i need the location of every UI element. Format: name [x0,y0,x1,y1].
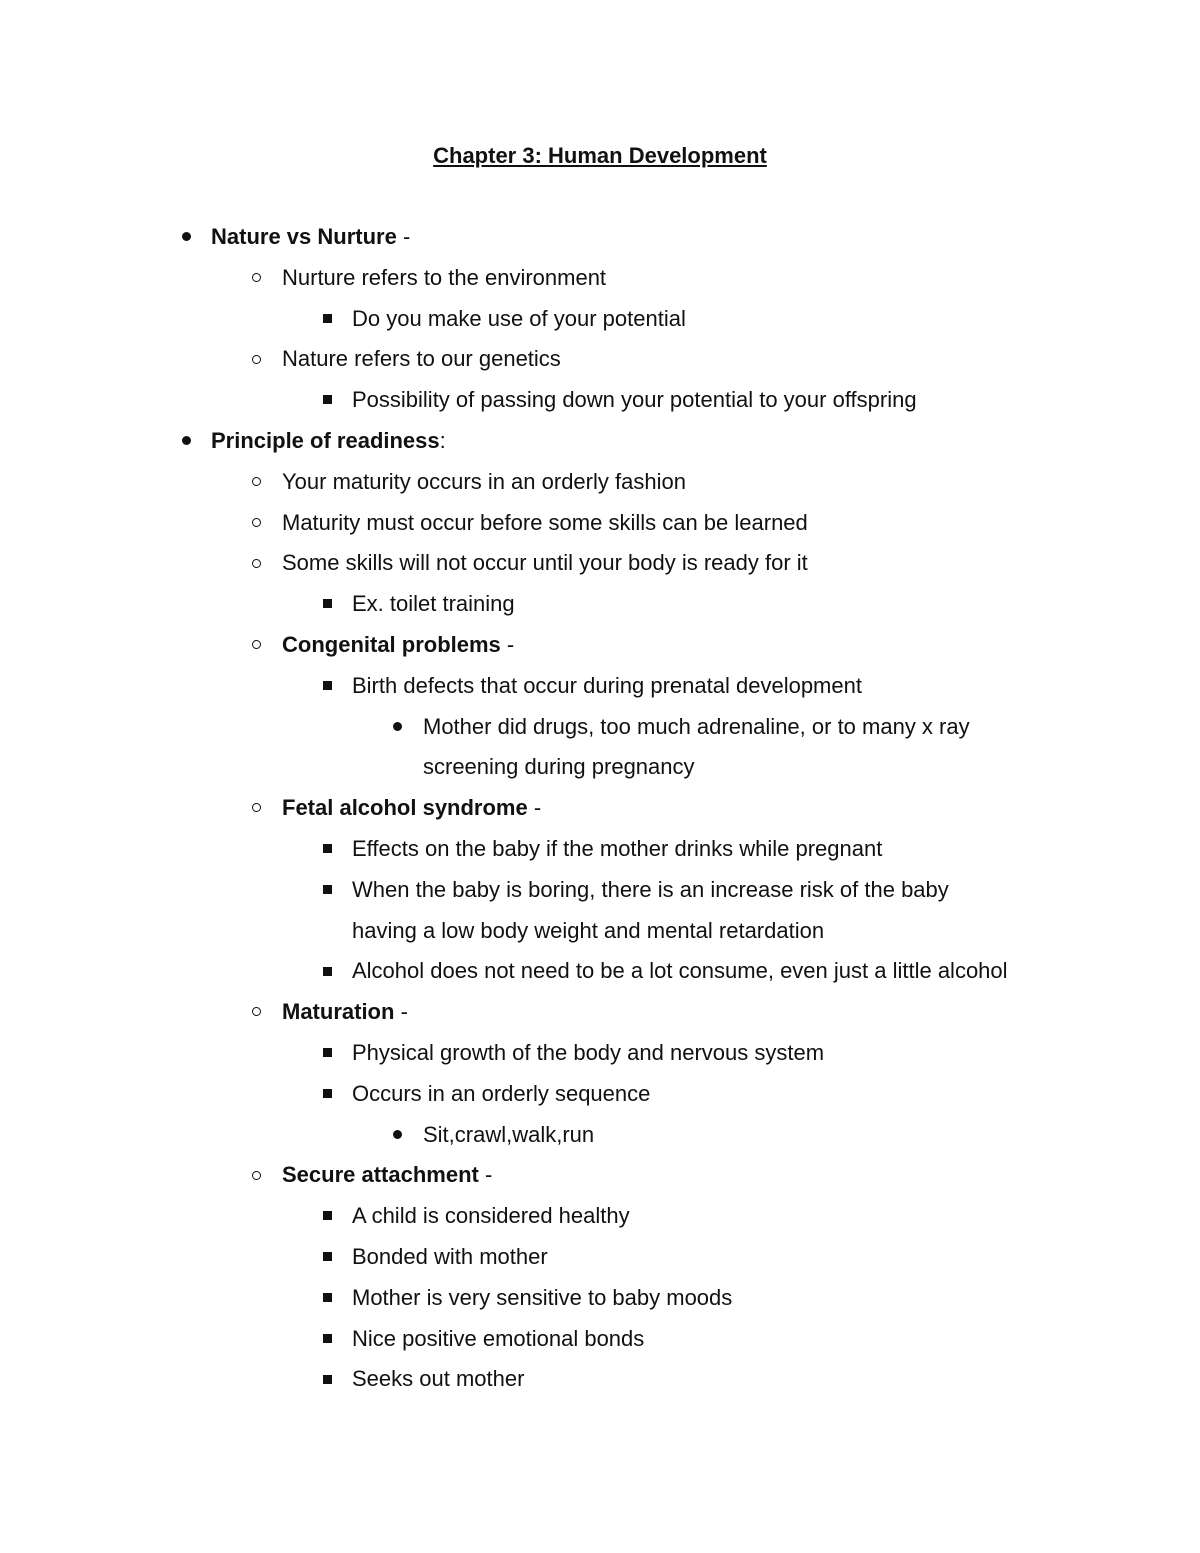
outline-list [0,220,1200,1403]
bullet-marker [317,1240,337,1274]
outline-item-level-3 [0,1362,1200,1403]
outline-item-text [352,383,917,417]
bullet-marker [317,1281,337,1315]
outline-item-text [282,628,514,662]
outline-item-body: Nurture refers to the environment [282,264,607,290]
bullet-marker [387,710,407,744]
outline-item-body: Nice positive emotional bonds [352,1325,645,1351]
outline-item-body: - [527,795,542,821]
bullet-marker [246,628,266,662]
bullet-marker [176,220,196,254]
outline-item-text [211,424,446,458]
bullet-marker [317,1036,337,1070]
outline-item-level-2 [0,995,1200,1036]
outline-item-level-3 [0,1077,1200,1118]
outline-item-text [352,914,824,948]
circle-bullet-icon [252,640,261,649]
outline-item-body: Ex. toilet training [352,591,515,617]
outline-item-text [352,832,882,866]
outline-item-level-2 [0,546,1200,587]
bullet-marker [317,302,337,336]
square-bullet-icon [323,314,332,323]
outline-item-level-2 [0,261,1200,302]
disc-bullet-icon [393,722,402,731]
square-bullet-icon [323,885,332,894]
outline-item-body: Do you make use of your potential [352,305,686,331]
outline-item-text [352,873,949,907]
outline-item-level-3 [0,914,1200,955]
outline-item-level-2 [0,628,1200,669]
bullet-marker [246,546,266,580]
bullet-marker [317,1199,337,1233]
outline-item-body: screening during pregnancy [423,754,695,780]
outline-item-level-1 [0,220,1200,261]
outline-item-text [352,954,1008,988]
outline-item-text [423,750,695,784]
outline-item-body: Mother did drugs, too much adrenaline, or to many x ray [423,713,970,739]
outline-item-body: Effects on the baby if the mother drinks while pregnant [352,835,883,861]
square-bullet-icon [323,1211,332,1220]
outline-item-body: - [500,631,515,657]
outline-item-level-2 [0,342,1200,383]
bullet-marker [387,1118,407,1152]
outline-item-body: Mother is very sensitive to baby moods [352,1284,733,1310]
outline-item-level-2 [0,506,1200,547]
outline-item-body: Possibility of passing down your potential to your offspring [352,387,917,413]
outline-item-body: : [439,427,446,453]
outline-item-level-3 [0,383,1200,424]
square-bullet-icon [323,681,332,690]
outline-item-body: having a low body weight and mental retardation [352,917,825,943]
outline-item-text [352,1362,524,1396]
outline-item-heading: Nature vs Nurture [211,224,397,249]
circle-bullet-icon [252,355,261,364]
outline-item-heading: Congenital problems [282,631,501,657]
square-bullet-icon [323,844,332,853]
outline-item-text [282,342,561,376]
outline-item-body: Physical growth of the body and nervous system [352,1039,825,1065]
outline-item-level-2 [0,791,1200,832]
outline-item-level-3 [0,1199,1200,1240]
outline-item-level-3 [0,1281,1200,1322]
outline-item-text [423,1118,594,1152]
bullet-marker [246,342,266,376]
outline-item-level-3 [0,302,1200,343]
bullet-marker [317,1362,337,1396]
outline-item-text [282,546,808,580]
outline-item-body: - [478,1162,493,1188]
square-bullet-icon [323,1089,332,1098]
bullet-marker [317,587,337,621]
bullet-marker [317,873,337,907]
outline-item-level-3 [0,954,1200,995]
bullet-marker [246,1158,266,1192]
outline-item-level-4 [0,1118,1200,1159]
bullet-marker [246,261,266,295]
circle-bullet-icon [252,518,261,527]
outline-item-text [352,1322,644,1356]
outline-item-text [423,710,970,744]
outline-item-body: Maturity must occur before some skills can be learned [282,509,808,535]
outline-item-body: Sit,crawl,walk,run [423,1121,595,1147]
outline-item-body: When the baby is boring, there is an increase risk of the baby [352,876,949,902]
outline-item-body: Your maturity occurs in an orderly fashion [282,468,686,494]
outline-item-heading: Principle of readiness [211,427,440,453]
outline-item-level-4 [0,710,1200,751]
outline-item-text [282,1158,492,1192]
outline-item-heading: Maturation [282,999,395,1025]
outline-item-text [282,465,686,499]
circle-bullet-icon [252,803,261,812]
bullet-marker [246,995,266,1029]
circle-bullet-icon [252,273,261,282]
outline-item-body: Some skills will not occur until your body is ready for it [282,550,808,576]
square-bullet-icon [323,1048,332,1057]
bullet-marker [317,669,337,703]
disc-bullet-icon [182,232,191,241]
outline-item-level-3 [0,873,1200,914]
outline-item-text [282,791,541,825]
outline-item-level-2 [0,465,1200,506]
outline-item-level-4 [0,750,1200,791]
bullet-marker [317,954,337,988]
bullet-marker [246,791,266,825]
outline-item-level-3 [0,669,1200,710]
square-bullet-icon [323,395,332,404]
outline-item-text [352,1077,650,1111]
outline-item-body: Seeks out mother [352,1366,525,1392]
outline-item-text [352,1036,824,1070]
outline-item-text [352,302,686,336]
square-bullet-icon [323,599,332,608]
outline-item-body: - [394,999,408,1025]
bullet-marker [246,465,266,499]
bullet-marker [317,1322,337,1356]
outline-item-heading: Secure attachment [282,1162,479,1188]
outline-item-text [352,1199,630,1233]
square-bullet-icon [323,967,332,976]
bullet-marker [246,506,266,540]
outline-item-body: - [396,224,411,249]
outline-item-level-3 [0,1322,1200,1363]
outline-item-text [282,261,606,295]
circle-bullet-icon [252,559,261,568]
outline-item-level-3 [0,832,1200,873]
outline-item-level-3 [0,1036,1200,1077]
outline-item-level-3 [0,1240,1200,1281]
outline-item-text [282,995,408,1029]
outline-item-heading: Fetal alcohol syndrome [282,795,528,821]
bullet-marker [176,424,196,458]
outline-item-level-2 [0,1158,1200,1199]
circle-bullet-icon [252,1171,261,1180]
outline-item-body: Occurs in an orderly sequence [352,1080,651,1106]
outline-item-text [352,587,515,621]
square-bullet-icon [323,1375,332,1384]
outline-item-level-3 [0,587,1200,628]
page-title: Chapter 3: Human Development [433,143,767,168]
outline-item-text [352,1240,548,1274]
disc-bullet-icon [182,436,191,445]
bullet-marker [317,383,337,417]
outline-item-text [352,669,862,703]
bullet-marker [317,1077,337,1111]
square-bullet-icon [323,1252,332,1261]
circle-bullet-icon [252,477,261,486]
outline-item-body: Bonded with mother [352,1243,548,1269]
square-bullet-icon [323,1293,332,1302]
outline-item-body: Alcohol does not need to be a lot consume, even just a little alcohol [352,958,1008,984]
circle-bullet-icon [252,1007,261,1016]
outline-item-text [282,506,808,540]
square-bullet-icon [323,1334,332,1343]
disc-bullet-icon [393,1130,402,1139]
outline-item-text [352,1281,732,1315]
outline-item-body: Birth defects that occur during prenatal development [352,672,862,698]
bullet-marker [317,832,337,866]
outline-item-text [211,220,410,254]
outline-item-level-1 [0,424,1200,465]
outline-item-body: A child is considered healthy [352,1203,630,1229]
outline-item-body: Nature refers to our genetics [282,346,561,372]
